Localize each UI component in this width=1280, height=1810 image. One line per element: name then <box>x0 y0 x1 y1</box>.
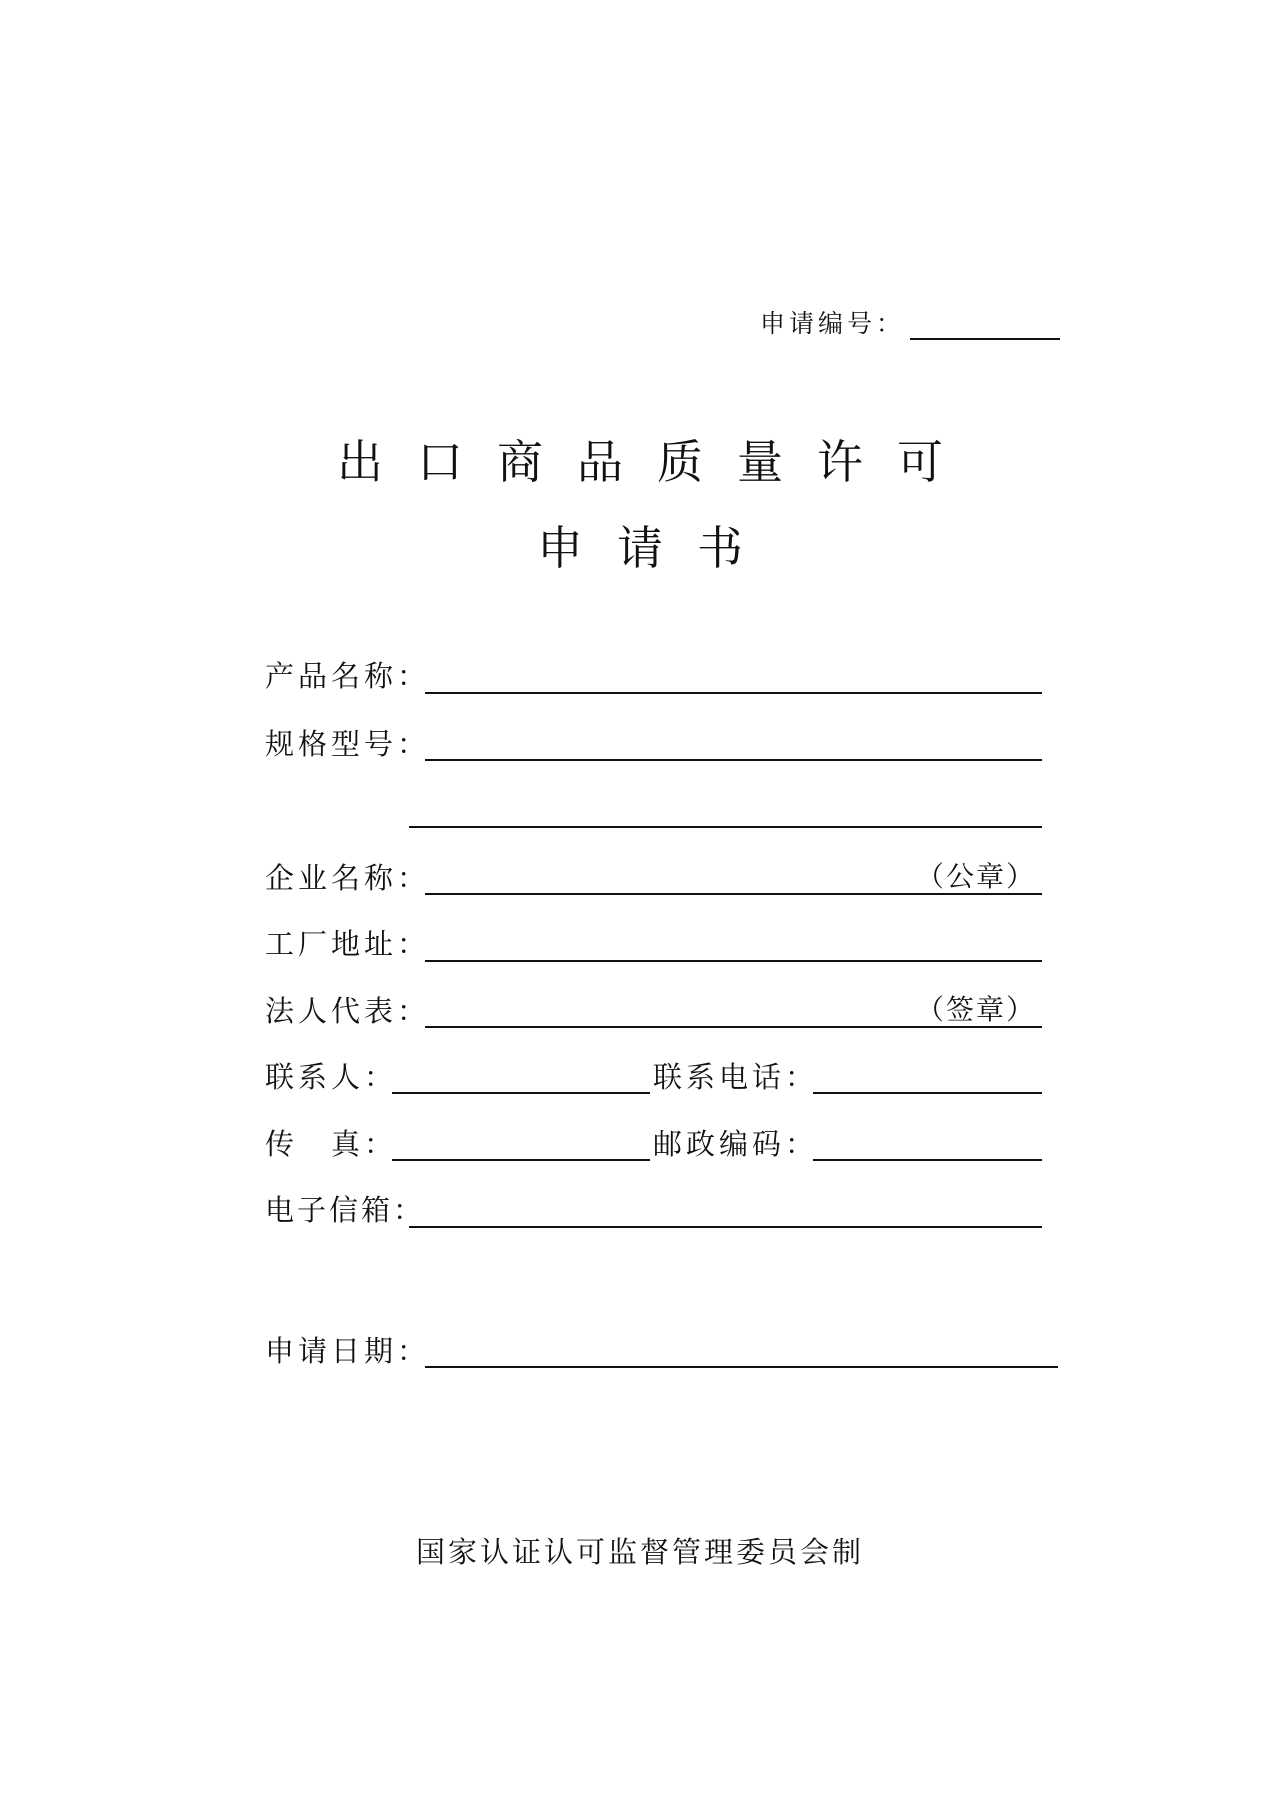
postal-code-field[interactable] <box>813 1159 1042 1161</box>
product-name-label: 产品名称： <box>265 659 431 693</box>
factory-address-label: 工厂地址： <box>265 927 431 961</box>
spec-model-field[interactable] <box>425 759 1042 761</box>
application-date-field[interactable] <box>425 1366 1058 1368</box>
application-no-label: 申请编号： <box>760 309 906 338</box>
spec-model-label: 规格型号： <box>265 727 431 761</box>
legal-rep-label: 法人代表： <box>265 994 431 1028</box>
fax-label: 传 真： <box>265 1127 398 1161</box>
product-name-field[interactable] <box>425 692 1042 694</box>
fax-field[interactable] <box>392 1159 650 1161</box>
contact-phone-field[interactable] <box>813 1092 1042 1094</box>
company-seal-note: （公章） <box>916 860 1037 893</box>
contact-person-field[interactable] <box>392 1092 650 1094</box>
application-no-field[interactable] <box>910 338 1060 340</box>
factory-address-field[interactable] <box>425 960 1042 962</box>
document-title: 出口商品质量许可 <box>337 435 977 489</box>
email-label: 电子信箱： <box>265 1193 426 1227</box>
spec-model-field-2[interactable] <box>409 826 1042 828</box>
company-name-label: 企业名称： <box>265 861 431 895</box>
email-field[interactable] <box>409 1226 1042 1228</box>
legal-rep-signature-note: （签章） <box>916 993 1037 1026</box>
contact-person-label: 联系人： <box>265 1060 398 1094</box>
document-subtitle: 申请书 <box>537 521 777 575</box>
application-date-label: 申请日期： <box>265 1334 431 1368</box>
contact-phone-label: 联系电话： <box>653 1060 819 1094</box>
postal-code-label: 邮政编码： <box>653 1127 819 1161</box>
issuer-footer: 国家认证认可监督管理委员会制 <box>415 1535 864 1569</box>
